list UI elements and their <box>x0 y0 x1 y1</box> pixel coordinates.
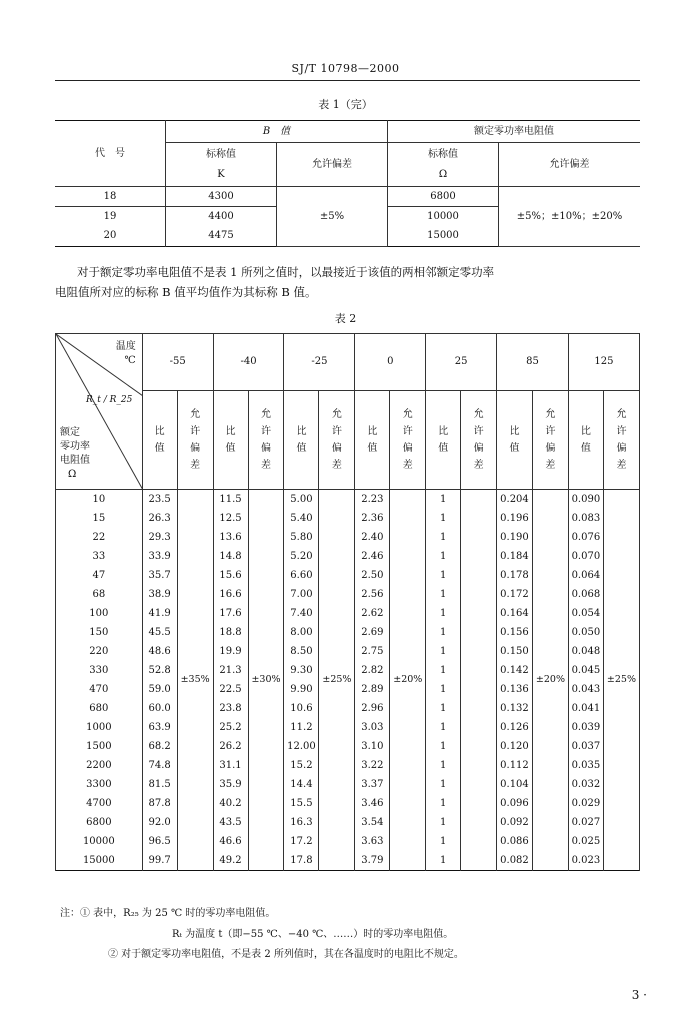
t2-ratio-header <box>284 391 319 490</box>
t2-ratio-cell: 23.5 <box>142 490 177 510</box>
t2-ratio-cell: 0.104 <box>497 775 533 794</box>
t2-ratio-cell: 0.172 <box>497 585 533 604</box>
t2-ratio-cell: 2.82 <box>355 661 390 680</box>
note-2: ② 对于额定零功率电阻值，不是表 2 所列值时，其在各温度时的电阻比不规定。 <box>108 949 464 960</box>
t2-ratio-cell: 16.6 <box>213 585 248 604</box>
t2-ratio-cell: 0.083 <box>568 509 603 528</box>
table2 <box>55 333 640 871</box>
t2-corner-header <box>56 334 143 490</box>
t2-ratio-cell: 5.00 <box>284 490 319 510</box>
t2-ratio-cell: 0.178 <box>497 566 533 585</box>
t1-b-tol-cell: ±5% <box>277 187 388 247</box>
t1-b-nominal-header <box>166 143 277 187</box>
t2-ratio-cell: 0.068 <box>568 585 603 604</box>
t2-tolerance-cell: ±20% <box>390 490 426 871</box>
t2-resistance-cell: 2200 <box>56 756 143 775</box>
tol-label: 允许偏差 <box>260 409 271 471</box>
t2-resistance-cell: 1500 <box>56 737 143 756</box>
paragraph-line2: 电阻值所对应的标称 B 值平均值作为其标称 B 值。 <box>55 285 317 299</box>
t2-resistance-cell: 680 <box>56 699 143 718</box>
t2-ratio-cell: 0.039 <box>568 718 603 737</box>
table2-caption: 表 2 <box>334 312 357 325</box>
t2-ratio-cell: 5.40 <box>284 509 319 528</box>
t2-ratio-cell: 19.9 <box>213 642 248 661</box>
t2-resistance-cell: 4700 <box>56 794 143 813</box>
t2-ratio-cell: 0.204 <box>497 490 533 510</box>
t1-b-cell: 4475 <box>166 227 277 247</box>
t2-ratio-cell: 5.80 <box>284 528 319 547</box>
corner-left-label2: 零功率 <box>60 441 90 452</box>
t2-ratio-cell: 46.6 <box>213 832 248 851</box>
t2-resistance-cell: 150 <box>56 623 143 642</box>
t2-ratio-cell: 0.150 <box>497 642 533 661</box>
t2-ratio-cell: 1 <box>426 623 461 642</box>
t2-ratio-cell: 1 <box>426 528 461 547</box>
t1-r-nominal-header <box>388 143 499 187</box>
t1-r-nominal-label: 标称值 <box>428 148 458 160</box>
t1-r-cell: 10000 <box>388 207 499 227</box>
t2-ratio-cell: 0.037 <box>568 737 603 756</box>
t2-ratio-cell: 99.7 <box>142 851 177 871</box>
t2-ratio-cell: 2.62 <box>355 604 390 623</box>
t2-ratio-cell: 1 <box>426 642 461 661</box>
t2-ratio-cell: 1 <box>426 813 461 832</box>
t1-r-tol-header: 允许偏差 <box>499 143 641 187</box>
t2-ratio-cell: 0.190 <box>497 528 533 547</box>
t2-ratio-cell: 33.9 <box>142 547 177 566</box>
t2-ratio-cell: 14.8 <box>213 547 248 566</box>
t1-b-unit: K <box>217 168 225 180</box>
t2-ratio-cell: 7.40 <box>284 604 319 623</box>
t2-ratio-cell: 11.2 <box>284 718 319 737</box>
t2-ratio-cell: 1 <box>426 737 461 756</box>
t2-ratio-cell: 0.184 <box>497 547 533 566</box>
t2-ratio-cell: 2.23 <box>355 490 390 510</box>
t2-tol-header <box>461 391 497 490</box>
ratio-label: 比值 <box>225 426 236 454</box>
t2-temp-header: -55 <box>142 334 213 391</box>
t1-code-cell: 19 <box>55 207 166 227</box>
t2-resistance-cell: 100 <box>56 604 143 623</box>
tol-label: 允许偏差 <box>402 409 413 471</box>
t2-ratio-cell: 26.3 <box>142 509 177 528</box>
t2-ratio-cell: 0.090 <box>568 490 603 510</box>
corner-left-label4: Ω <box>68 469 77 480</box>
t2-ratio-cell: 96.5 <box>142 832 177 851</box>
t2-temp-header: 85 <box>497 334 569 391</box>
t2-temp-header: 125 <box>568 334 639 391</box>
t2-ratio-cell: 0.142 <box>497 661 533 680</box>
t2-tol-header <box>319 391 355 490</box>
t2-resistance-cell: 220 <box>56 642 143 661</box>
t2-resistance-cell: 10 <box>56 490 143 510</box>
t1-b-group-header: B 值 <box>166 121 388 143</box>
t2-ratio-cell: 0.029 <box>568 794 603 813</box>
t2-ratio-cell: 0.196 <box>497 509 533 528</box>
tol-label: 允许偏差 <box>545 409 556 471</box>
t2-resistance-cell: 15 <box>56 509 143 528</box>
t2-tol-header <box>532 391 568 490</box>
t2-ratio-header <box>568 391 603 490</box>
t1-r-group-header: 额定零功率电阻值 <box>388 121 641 143</box>
note-1b: Rₜ 为温度 t（即−55 ℃、−40 ℃、……）时的零功率电阻值。 <box>172 929 454 940</box>
corner-temp-label: 温度 <box>115 341 136 352</box>
t1-code-cell: 20 <box>55 227 166 247</box>
t2-ratio-cell: 52.8 <box>142 661 177 680</box>
corner-ratio-label: R_t / R_25 <box>86 395 133 405</box>
ratio-label: 比值 <box>367 426 378 454</box>
page-number: 3 · <box>631 988 647 1002</box>
t2-ratio-cell: 12.00 <box>284 737 319 756</box>
t2-ratio-cell: 23.8 <box>213 699 248 718</box>
t2-ratio-header <box>355 391 390 490</box>
t2-tol-header <box>177 391 213 490</box>
t1-b-nominal-label: 标称值 <box>206 148 236 160</box>
t2-ratio-cell: 2.36 <box>355 509 390 528</box>
t2-ratio-cell: 3.46 <box>355 794 390 813</box>
t2-ratio-cell: 68.2 <box>142 737 177 756</box>
t2-ratio-cell: 0.164 <box>497 604 533 623</box>
t2-ratio-cell: 35.7 <box>142 566 177 585</box>
t2-ratio-cell: 31.1 <box>213 756 248 775</box>
t2-tol-header <box>390 391 426 490</box>
t2-resistance-cell: 15000 <box>56 851 143 871</box>
table-row <box>55 187 640 207</box>
t2-temp-header: -25 <box>284 334 355 391</box>
t2-resistance-cell: 10000 <box>56 832 143 851</box>
t2-ratio-cell: 1 <box>426 604 461 623</box>
t2-ratio-cell: 0.023 <box>568 851 603 871</box>
t2-ratio-cell: 8.50 <box>284 642 319 661</box>
t2-resistance-cell: 330 <box>56 661 143 680</box>
table1-caption: 表 1（完） <box>318 98 373 111</box>
t2-ratio-cell: 60.0 <box>142 699 177 718</box>
t2-ratio-cell: 14.4 <box>284 775 319 794</box>
tol-label: 允许偏差 <box>190 409 201 471</box>
t2-ratio-cell: 17.8 <box>284 851 319 871</box>
t2-ratio-cell: 1 <box>426 794 461 813</box>
t2-tolerance-cell: ±30% <box>248 490 284 871</box>
t2-ratio-cell: 2.89 <box>355 680 390 699</box>
t2-ratio-cell: 35.9 <box>213 775 248 794</box>
t2-ratio-cell: 1 <box>426 775 461 794</box>
t2-resistance-cell: 47 <box>56 566 143 585</box>
t2-ratio-cell: 1 <box>426 661 461 680</box>
t1-b-cell: 4300 <box>166 187 277 207</box>
t2-body <box>56 490 640 871</box>
t2-ratio-cell: 9.30 <box>284 661 319 680</box>
t2-ratio-header <box>426 391 461 490</box>
corner-left-label1: 额定 <box>60 427 80 438</box>
t2-ratio-cell: 2.56 <box>355 585 390 604</box>
t2-ratio-cell: 3.79 <box>355 851 390 871</box>
t2-tolerance-cell: ±20% <box>532 490 568 871</box>
t2-ratio-cell: 12.5 <box>213 509 248 528</box>
t2-ratio-cell: 0.070 <box>568 547 603 566</box>
t2-ratio-cell: 59.0 <box>142 680 177 699</box>
t2-ratio-cell: 3.03 <box>355 718 390 737</box>
t2-ratio-cell: 3.54 <box>355 813 390 832</box>
ratio-label: 比值 <box>438 426 449 454</box>
t2-ratio-cell: 3.22 <box>355 756 390 775</box>
t2-ratio-cell: 29.3 <box>142 528 177 547</box>
t2-ratio-cell: 0.076 <box>568 528 603 547</box>
t2-resistance-cell: 33 <box>56 547 143 566</box>
t2-resistance-cell: 68 <box>56 585 143 604</box>
standard-code-header: SJ/T 10798—2000 <box>291 62 400 75</box>
t2-ratio-cell: 45.5 <box>142 623 177 642</box>
t2-ratio-cell: 0.054 <box>568 604 603 623</box>
t2-ratio-cell: 2.40 <box>355 528 390 547</box>
t2-ratio-cell: 8.00 <box>284 623 319 642</box>
t1-b-tol-header: 允许偏差 <box>277 143 388 187</box>
t2-ratio-cell: 5.20 <box>284 547 319 566</box>
t2-ratio-cell: 0.045 <box>568 661 603 680</box>
t2-ratio-cell: 41.9 <box>142 604 177 623</box>
table-row <box>56 490 640 510</box>
t2-ratio-cell: 0.112 <box>497 756 533 775</box>
t2-ratio-cell: 0.041 <box>568 699 603 718</box>
t2-ratio-cell: 1 <box>426 851 461 871</box>
t2-ratio-cell: 15.5 <box>284 794 319 813</box>
t2-ratio-cell: 1 <box>426 718 461 737</box>
t2-ratio-cell: 1 <box>426 680 461 699</box>
t2-ratio-header <box>142 391 177 490</box>
t2-resistance-cell: 6800 <box>56 813 143 832</box>
corner-temp-unit: ℃ <box>124 355 136 366</box>
t2-tolerance-cell <box>461 490 497 871</box>
t2-ratio-cell: 0.156 <box>497 623 533 642</box>
t2-ratio-cell: 87.8 <box>142 794 177 813</box>
t2-ratio-cell: 3.37 <box>355 775 390 794</box>
t2-ratio-cell: 1 <box>426 756 461 775</box>
t2-ratio-cell: 0.025 <box>568 832 603 851</box>
t2-ratio-header <box>497 391 533 490</box>
t2-ratio-cell: 1 <box>426 699 461 718</box>
tol-label: 允许偏差 <box>331 409 342 471</box>
t2-ratio-cell: 0.126 <box>497 718 533 737</box>
t2-ratio-cell: 0.048 <box>568 642 603 661</box>
t2-ratio-cell: 0.032 <box>568 775 603 794</box>
t2-ratio-cell: 0.136 <box>497 680 533 699</box>
t2-ratio-cell: 3.63 <box>355 832 390 851</box>
t1-r-cell: 15000 <box>388 227 499 247</box>
t2-ratio-cell: 0.132 <box>497 699 533 718</box>
t2-subheader-row <box>56 391 640 490</box>
t1-r-tol-cell: ±5%；±10%；±20% <box>499 187 641 247</box>
t2-ratio-cell: 48.6 <box>142 642 177 661</box>
paragraph-line1: 对于额定零功率电阻值不是表 1 所列之值时，以最接近于该值的两相邻额定零功率 <box>77 265 495 279</box>
t1-code-cell: 18 <box>55 187 166 207</box>
t2-ratio-cell: 2.96 <box>355 699 390 718</box>
t2-ratio-cell: 0.092 <box>497 813 533 832</box>
t1-r-cell: 6800 <box>388 187 499 207</box>
t2-tolerance-cell: ±25% <box>603 490 639 871</box>
t2-ratio-cell: 38.9 <box>142 585 177 604</box>
t2-ratio-cell: 0.096 <box>497 794 533 813</box>
t2-ratio-header <box>213 391 248 490</box>
t2-ratio-cell: 0.086 <box>497 832 533 851</box>
t2-ratio-cell: 15.2 <box>284 756 319 775</box>
ratio-label: 比值 <box>580 426 591 454</box>
t2-ratio-cell: 0.027 <box>568 813 603 832</box>
t2-resistance-cell: 3300 <box>56 775 143 794</box>
t1-b-cell: 4400 <box>166 207 277 227</box>
t2-ratio-cell: 1 <box>426 585 461 604</box>
t2-ratio-cell: 21.3 <box>213 661 248 680</box>
t2-ratio-cell: 0.064 <box>568 566 603 585</box>
t2-resistance-cell: 1000 <box>56 718 143 737</box>
t2-ratio-cell: 63.9 <box>142 718 177 737</box>
t2-ratio-cell: 1 <box>426 832 461 851</box>
t2-ratio-cell: 17.2 <box>284 832 319 851</box>
t2-ratio-cell: 10.6 <box>284 699 319 718</box>
t2-ratio-cell: 0.035 <box>568 756 603 775</box>
t2-ratio-cell: 6.60 <box>284 566 319 585</box>
t2-resistance-cell: 22 <box>56 528 143 547</box>
t2-temp-header: -40 <box>213 334 284 391</box>
t2-tolerance-cell: ±25% <box>319 490 355 871</box>
t2-ratio-cell: 2.69 <box>355 623 390 642</box>
t2-tol-header <box>248 391 284 490</box>
t2-ratio-cell: 22.5 <box>213 680 248 699</box>
t2-resistance-cell: 470 <box>56 680 143 699</box>
t2-ratio-cell: 9.90 <box>284 680 319 699</box>
t2-ratio-cell: 40.2 <box>213 794 248 813</box>
t2-ratio-cell: 1 <box>426 509 461 528</box>
t2-ratio-cell: 92.0 <box>142 813 177 832</box>
t2-ratio-cell: 74.8 <box>142 756 177 775</box>
t2-ratio-cell: 18.8 <box>213 623 248 642</box>
t2-ratio-cell: 2.75 <box>355 642 390 661</box>
t2-ratio-cell: 0.043 <box>568 680 603 699</box>
t2-tol-header <box>603 391 639 490</box>
ratio-label: 比值 <box>296 426 307 454</box>
note-1: 注：① 表中，R₂₅ 为 25 ℃ 时的零功率电阻值。 <box>60 908 276 919</box>
table1 <box>55 120 640 247</box>
t2-ratio-cell: 81.5 <box>142 775 177 794</box>
header-rule <box>55 80 640 81</box>
t2-ratio-cell: 0.082 <box>497 851 533 871</box>
corner-left-label3: 电阻值 <box>60 455 90 466</box>
t2-ratio-cell: 17.6 <box>213 604 248 623</box>
t2-temp-header: 25 <box>426 334 497 391</box>
t2-ratio-cell: 26.2 <box>213 737 248 756</box>
tol-label: 允许偏差 <box>473 409 484 471</box>
t2-ratio-cell: 2.46 <box>355 547 390 566</box>
ratio-label: 比值 <box>154 426 165 454</box>
tol-label: 允许偏差 <box>616 409 627 471</box>
t2-ratio-cell: 11.5 <box>213 490 248 510</box>
t2-ratio-cell: 25.2 <box>213 718 248 737</box>
t2-ratio-cell: 1 <box>426 490 461 510</box>
t2-ratio-cell: 2.50 <box>355 566 390 585</box>
t2-ratio-cell: 0.120 <box>497 737 533 756</box>
t2-ratio-cell: 7.00 <box>284 585 319 604</box>
t1-r-unit: Ω <box>438 168 448 180</box>
t2-ratio-cell: 13.6 <box>213 528 248 547</box>
t2-ratio-cell: 43.5 <box>213 813 248 832</box>
t2-ratio-cell: 16.3 <box>284 813 319 832</box>
t2-ratio-cell: 15.6 <box>213 566 248 585</box>
t2-ratio-cell: 0.050 <box>568 623 603 642</box>
ratio-label: 比值 <box>509 426 520 454</box>
t2-ratio-cell: 49.2 <box>213 851 248 871</box>
t2-tolerance-cell: ±35% <box>177 490 213 871</box>
t1-code-header: 代 号 <box>55 121 166 187</box>
t2-ratio-cell: 1 <box>426 547 461 566</box>
t2-ratio-cell: 1 <box>426 566 461 585</box>
t2-ratio-cell: 3.10 <box>355 737 390 756</box>
t2-temp-header: 0 <box>355 334 426 391</box>
